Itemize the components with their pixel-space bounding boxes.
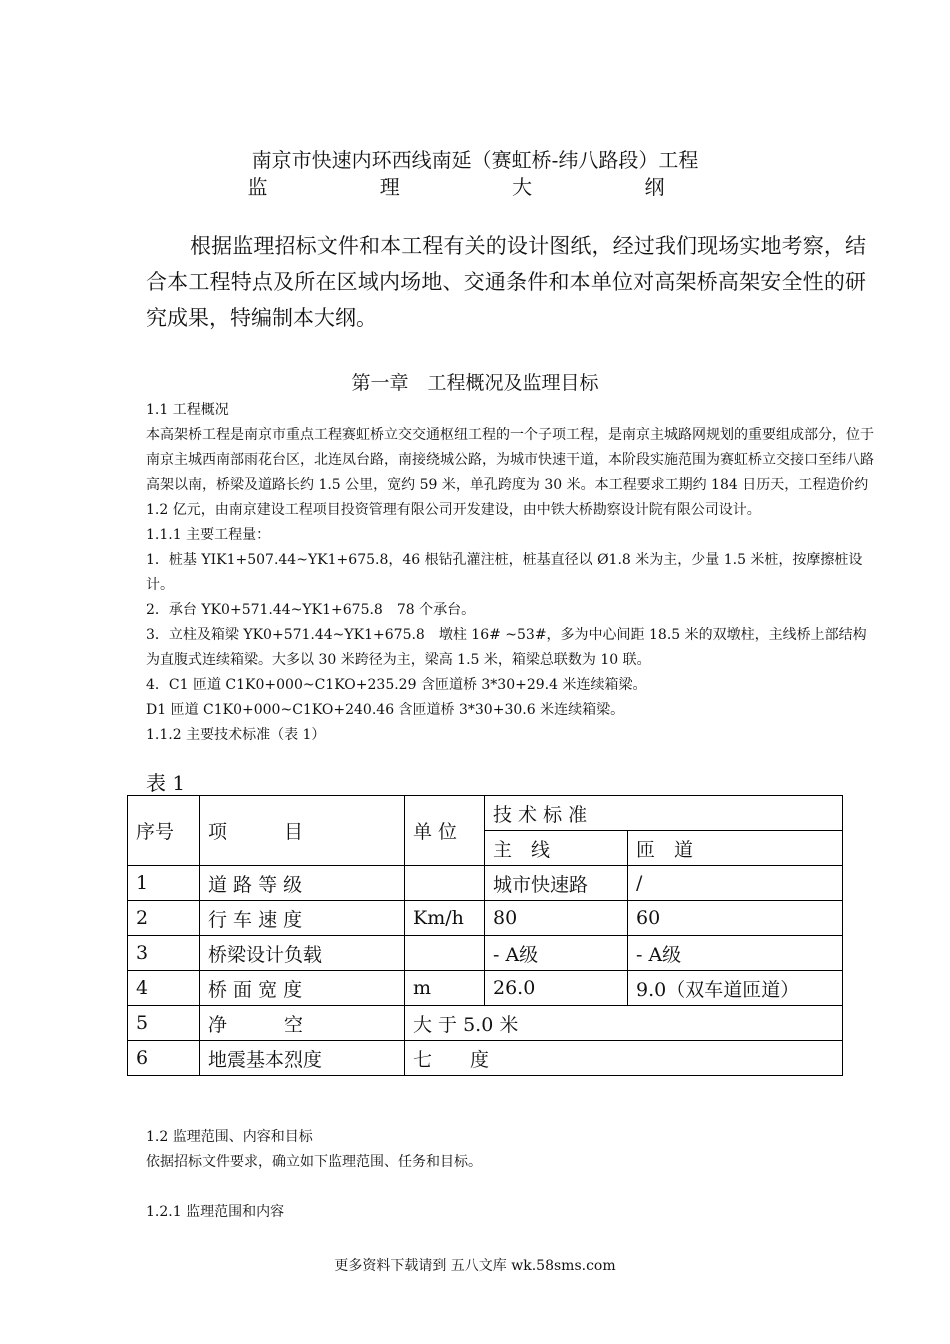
header-standard: 技 术 标 准 (485, 796, 843, 831)
cell-ramp: 60 (628, 901, 843, 936)
document-subtitle (0, 174, 950, 200)
section-heading: 1.2 监理范围、内容和目标 (146, 1129, 313, 1145)
cell-ramp: - A级 (628, 936, 843, 971)
tech-standard-table (127, 795, 843, 1076)
list-item: 3．立柱及箱梁 YK0+571.44~YK1+675.8 墩柱 16# ~53#，多为中心间距 18.5 米的双墩柱，主线桥上部结构为直腹式连续箱梁。大多以 30 米跨径为主，梁高 1.5 米，箱梁总联数为 10 联。 (146, 627, 867, 668)
table-label: 表 1 (146, 771, 186, 795)
section-1-1 (146, 398, 876, 748)
section-paragraph: 本高架桥工程是南京市重点工程赛虹桥立交交通枢纽工程的一个子项工程，是南京主城路网规划的重要组成部分，位于南京主城西南部雨花台区，北连凤台路，南接绕城公路，为城市快速干道，本阶段实施范围为赛虹桥立交接口至纬八路高架以南，桥梁及道路长约 1.5 公里，宽约 59 米，单孔跨度为 30 米。本工程要求工期约 184 日历天，工程造价约 1.2 亿元，由南京建设工程项目投资管理有限公司开发建设，由中铁大桥勘察设计院有限公司设计。 (146, 427, 874, 518)
cell-item: 桥 面 宽 度 (200, 971, 405, 1006)
table-row (128, 971, 843, 1006)
list-item: 4．C1 匝道 C1K0+000~C1KO+235.29 含匝道桥 3*30+29.4 米连续箱梁。 (146, 677, 647, 693)
header-no: 序号 (128, 796, 200, 866)
header-item: 项 目 (200, 796, 405, 866)
cell-main: - A级 (485, 936, 628, 971)
cell-no: 6 (128, 1041, 200, 1076)
document-subtitle-text: 监 理 大 纲 (247, 175, 703, 199)
table-row (128, 901, 843, 936)
header-unit: 单 位 (405, 796, 485, 866)
cell-unit: Km/h (405, 901, 485, 936)
cell-no: 3 (128, 936, 200, 971)
header-main: 主 线 (485, 831, 628, 866)
cell-ramp: / (628, 866, 843, 901)
document-title: 南京市快速内环西线南延（赛虹桥-纬八路段）工程 (251, 148, 699, 172)
cell-value: 七 度 (405, 1041, 843, 1076)
table-header-row (128, 796, 843, 831)
cell-no: 1 (128, 866, 200, 901)
header-ramp: 匝 道 (628, 831, 843, 866)
cell-item: 地震基本烈度 (200, 1041, 405, 1076)
section-heading: 1.2.1 监理范围和内容 (146, 1204, 285, 1220)
cell-no: 4 (128, 971, 200, 1006)
spacer (146, 1175, 876, 1200)
cell-item: 净 空 (200, 1006, 405, 1041)
section-heading: 1.1.2 主要技术标准（表 1） (146, 727, 326, 743)
table-row (128, 936, 843, 971)
cell-unit: m (405, 971, 485, 1006)
cell-item: 行 车 速 度 (200, 901, 405, 936)
cell-item: 道 路 等 级 (200, 866, 405, 901)
cell-unit (405, 936, 485, 971)
list-item: D1 匝道 C1K0+000~C1KO+240.46 含匝道桥 3*30+30.6 米连续箱梁。 (146, 702, 625, 718)
section-paragraph: 依据招标文件要求，确立如下监理范围、任务和目标。 (146, 1154, 482, 1170)
footer-note: 更多资料下载请到 五八文库 wk.58sms.com (334, 1258, 616, 1274)
cell-main: 80 (485, 901, 628, 936)
cell-value: 大 于 5.0 米 (405, 1006, 843, 1041)
table-row (128, 1006, 843, 1041)
chapter-title: 第一章 工程概况及监理目标 (351, 372, 599, 394)
cell-main: 26.0 (485, 971, 628, 1006)
table-row (128, 1041, 843, 1076)
cell-ramp: 9.0（双车道匝道） (628, 971, 843, 1006)
cell-item: 桥梁设计负载 (200, 936, 405, 971)
cell-main: 城市快速路 (485, 866, 628, 901)
list-item: 1．桩基 YIK1+507.44~YK1+675.8，46 根钻孔灌注桩，桩基直径以 Ø1.8 米为主，少量 1.5 米桩，按摩擦桩设计。 (146, 552, 863, 593)
table-row (128, 866, 843, 901)
cell-no: 5 (128, 1006, 200, 1041)
list-item: 2．承台 YK0+571.44~YK1+675.8 78 个承台。 (146, 602, 476, 618)
section-heading: 1.1.1 主要工程量： (146, 527, 271, 543)
intro-paragraph: 根据监理招标文件和本工程有关的设计图纸，经过我们现场实地考察，结合本工程特点及所在区域内场地、交通条件和本单位对高架桥高架安全性的研究成果，特编制本大纲。 (146, 234, 866, 330)
section-1-2 (146, 1125, 876, 1225)
cell-no: 2 (128, 901, 200, 936)
section-heading: 1.1 工程概况 (146, 402, 229, 418)
cell-unit (405, 866, 485, 901)
